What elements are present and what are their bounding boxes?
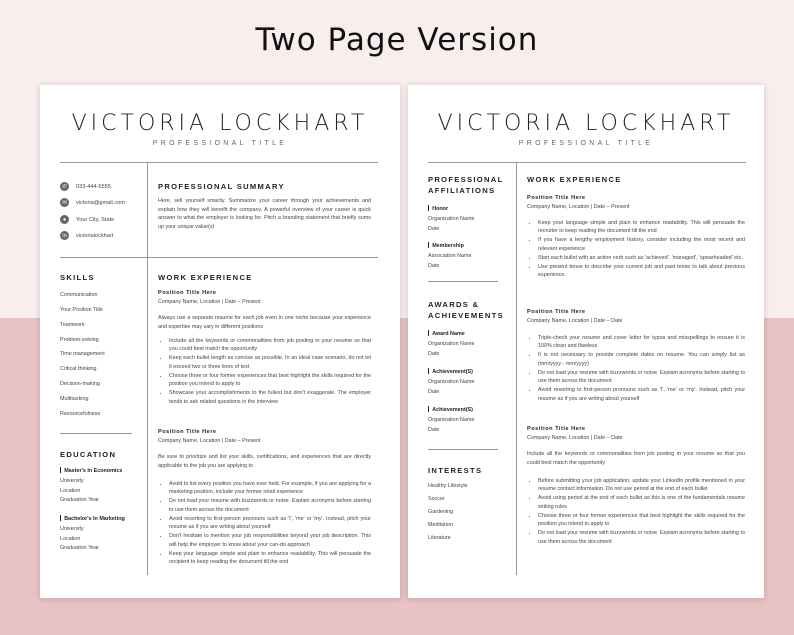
bullet-item: • Avoid resorting to first-person pronouns such as 'I', 'me' or 'my'. Instead, pitch your resume as if you are writing about yourself [538,386,745,403]
accent-bar [60,467,61,473]
award-entry: Award Name Organization Name Date [428,331,475,357]
award-entry: Achievement(S) Organization Name Date [428,369,475,395]
bullet-item: • Do not load your resume with buzzwords or noise. Explain acronyms before starting to use them across the document [169,497,371,514]
skill-item: Teamwork [60,322,85,328]
bullet-item: • Avoid resorting to first-person pronouns such as 'I', 'me' or 'my'. Instead, pitch your resume as if you are writing about yourself [169,515,371,532]
header-divider [60,162,378,163]
job-intro: Include all the keywords or commonalities from job posting in your resume so that you could best match the opportunity [527,451,745,466]
bullet-item: • Do not load your resume with buzzwords or noise. Explain acronyms before starting to use them across the document [538,529,745,546]
job-intro: Be sure to prioritize and list your skills, certifications, and experiences that are directly applicable to the job you are applying to [158,454,371,469]
accent-bar [428,406,429,412]
header-divider [428,162,746,163]
resume-page-two [408,85,764,598]
education-heading: EDUCATION [60,450,117,459]
skill-item: Resourcefulness [60,411,101,417]
contact-linkedin: in victorialockhart [60,231,113,240]
bullet-item: • Avoid to list every position you have ever held. For example, if you are applying for a marketing position, include your former retail experience [169,480,371,497]
job-title: Position Title Here [527,426,586,432]
work-heading: WORK EXPERIENCE [158,273,253,282]
job-title: Position Title Here [527,195,586,201]
interest-item: Literature [428,535,451,541]
resume-name: VICTORIA LOCKHART [437,111,735,136]
bullet-item: • Keep your language simple and plain to enhance readability. This will persuade the recipient to keep reading the document till the end [169,550,371,567]
job-company: Company Name, Location | Date – Present [158,299,261,305]
affiliations-heading: PROFESSIONAL AFFILIATIONS [428,175,504,195]
summary-divider [60,257,378,258]
job-company: Company Name, Location | Date – Present [158,438,261,444]
accent-bar [428,368,429,374]
skill-item: Your Position Title [60,307,103,313]
contact-phone: ✆ 033-444-5555 [60,182,111,191]
headline: Two Page Version [255,22,539,58]
job-title: Position Title Here [527,309,586,315]
work-heading: WORK EXPERIENCE [527,175,622,184]
job-company: Company Name, Location | Date – Date [527,435,623,441]
job-title: Position Title Here [158,429,217,435]
awards-divider [428,449,498,450]
location-icon: ● [60,215,69,224]
job-bullets [158,337,371,407]
phone-icon: ✆ [60,182,69,191]
column-divider [147,162,148,575]
bullet-item: • It is not necessary to provide complete dates on resume. You can simply list as (mm/yyyy - mm/yyyy) [538,351,745,368]
bullet-item: • Choose three or four former experiences that best highlight the skills required for the position you intend to apply to [169,372,371,389]
bullet-item: • Don't hesitate to mention your job responsibilities beyond your job description. This will help the employer to know about your can-do approach [169,532,371,549]
bullet-item: • Do not load your resume with buzzwords or noise. Explain acronyms before starting to use them across the document [538,369,745,386]
summary-text: Here, sell yourself smartly. Summarize your career through your achievements and explain how they will benefit the company. A powerful overview of your career is quick answer to what the employer is looking for. Pitch a branding statement that briefly sums up your unique value(s) [158,198,371,230]
skill-item: Multitasking [60,396,89,402]
affiliation-entry: Honor Organization Name Date [428,206,475,232]
bullet-item: • Before submitting your job application, update your LinkedIn profile mentioned in your resume contact information. Do not use period at the end of each bullet [538,477,745,494]
interests-heading: INTERESTS [428,466,483,475]
bullet-item: • Triple-check your resume and cover letter for typos and misspellings to ensure it is 100% clean and flawless [538,334,745,351]
skills-heading: SKILLS [60,273,95,282]
interest-item: Meditation [428,522,453,528]
skill-item: Critical thinking [60,366,97,372]
resume-title: PROFESSIONAL TITLE [152,140,288,147]
job-bullets [158,480,371,567]
linkedin-icon: in [60,231,69,240]
bullet-item: • Keep each bullet length as concise as possible. In an ideal case scenario, do not let it exceed two or three lines of text [169,354,371,371]
skill-item: Time management [60,351,105,357]
bullet-item: • Start each bullet with an action verb such as 'achieved', 'managed', 'spearheaded' etc. [538,254,745,262]
resume-title: PROFESSIONAL TITLE [518,140,654,147]
accent-bar [428,205,429,211]
interest-item: Healthy Lifestyle [428,483,468,489]
email-icon: ✉ [60,198,69,207]
awards-heading: AWARDS & ACHIEVEMENTS [428,300,504,320]
bullet-item: • If you have a lengthy employment history, consider including the most recent and relevant experience [538,236,745,253]
bullet-item: • Keep your language simple and plain to enhance readability. This will persuade the recruiter to keep reading the document till the end [538,219,745,236]
job-bullets [527,477,745,547]
job-title: Position Title Here [158,290,217,296]
bullet-item: • Include all the keywords or commonalities from job posting in your resume so that you could best match the opportunity [169,337,371,354]
resume-page-one [40,85,400,598]
bullet-item: • Use present tense to describe your current job and past tense to talk about previous experience. [538,263,745,280]
skill-item: Communication [60,292,98,298]
job-bullets [527,334,745,404]
contact-email: ✉ victoria@gmail.com [60,198,125,207]
accent-bar [60,515,61,521]
award-entry: Achievement(S) Organization Name Date [428,407,475,433]
education-entry: Master's In Economics University Location Graduation Year [60,468,123,504]
resume-name: VICTORIA LOCKHART [71,111,369,136]
skill-item: Problem-solving [60,337,99,343]
bullet-item: • Avoid using period at the end of each bullet as this is one of the fundamentals resume writing rules [538,494,745,511]
affiliations-divider [428,281,498,282]
accent-bar [428,330,429,336]
job-bullets [527,219,745,280]
job-company: Company Name, Location | Date – Date [527,318,623,324]
column-divider [516,162,517,575]
affiliation-entry: Membership Association Name Date [428,243,472,269]
job-intro: Always use a separate resume for each job even in one niche because your experience and expertise may vary in different positions [158,315,371,330]
job-company: Company Name, Location | Date – Present [527,204,630,210]
summary-heading: PROFESSIONAL SUMMARY [158,182,285,191]
interest-item: Soccer [428,496,445,502]
bullet-item: • Choose three or four former experiences that best highlight the skills required for the position you intend to apply to [538,512,745,529]
skill-item: Decision-making [60,381,100,387]
accent-bar [428,242,429,248]
bullet-item: • Showcase your accomplishments to the fullest but don't exaggerate. The employer tends to ask related questions in the interview [169,389,371,406]
contact-location: ● Your City, State [60,215,114,224]
education-entry: Bachelor's In Marketing University Location Graduation Year [60,516,125,552]
interest-item: Gardening [428,509,454,515]
skills-divider [60,433,132,434]
